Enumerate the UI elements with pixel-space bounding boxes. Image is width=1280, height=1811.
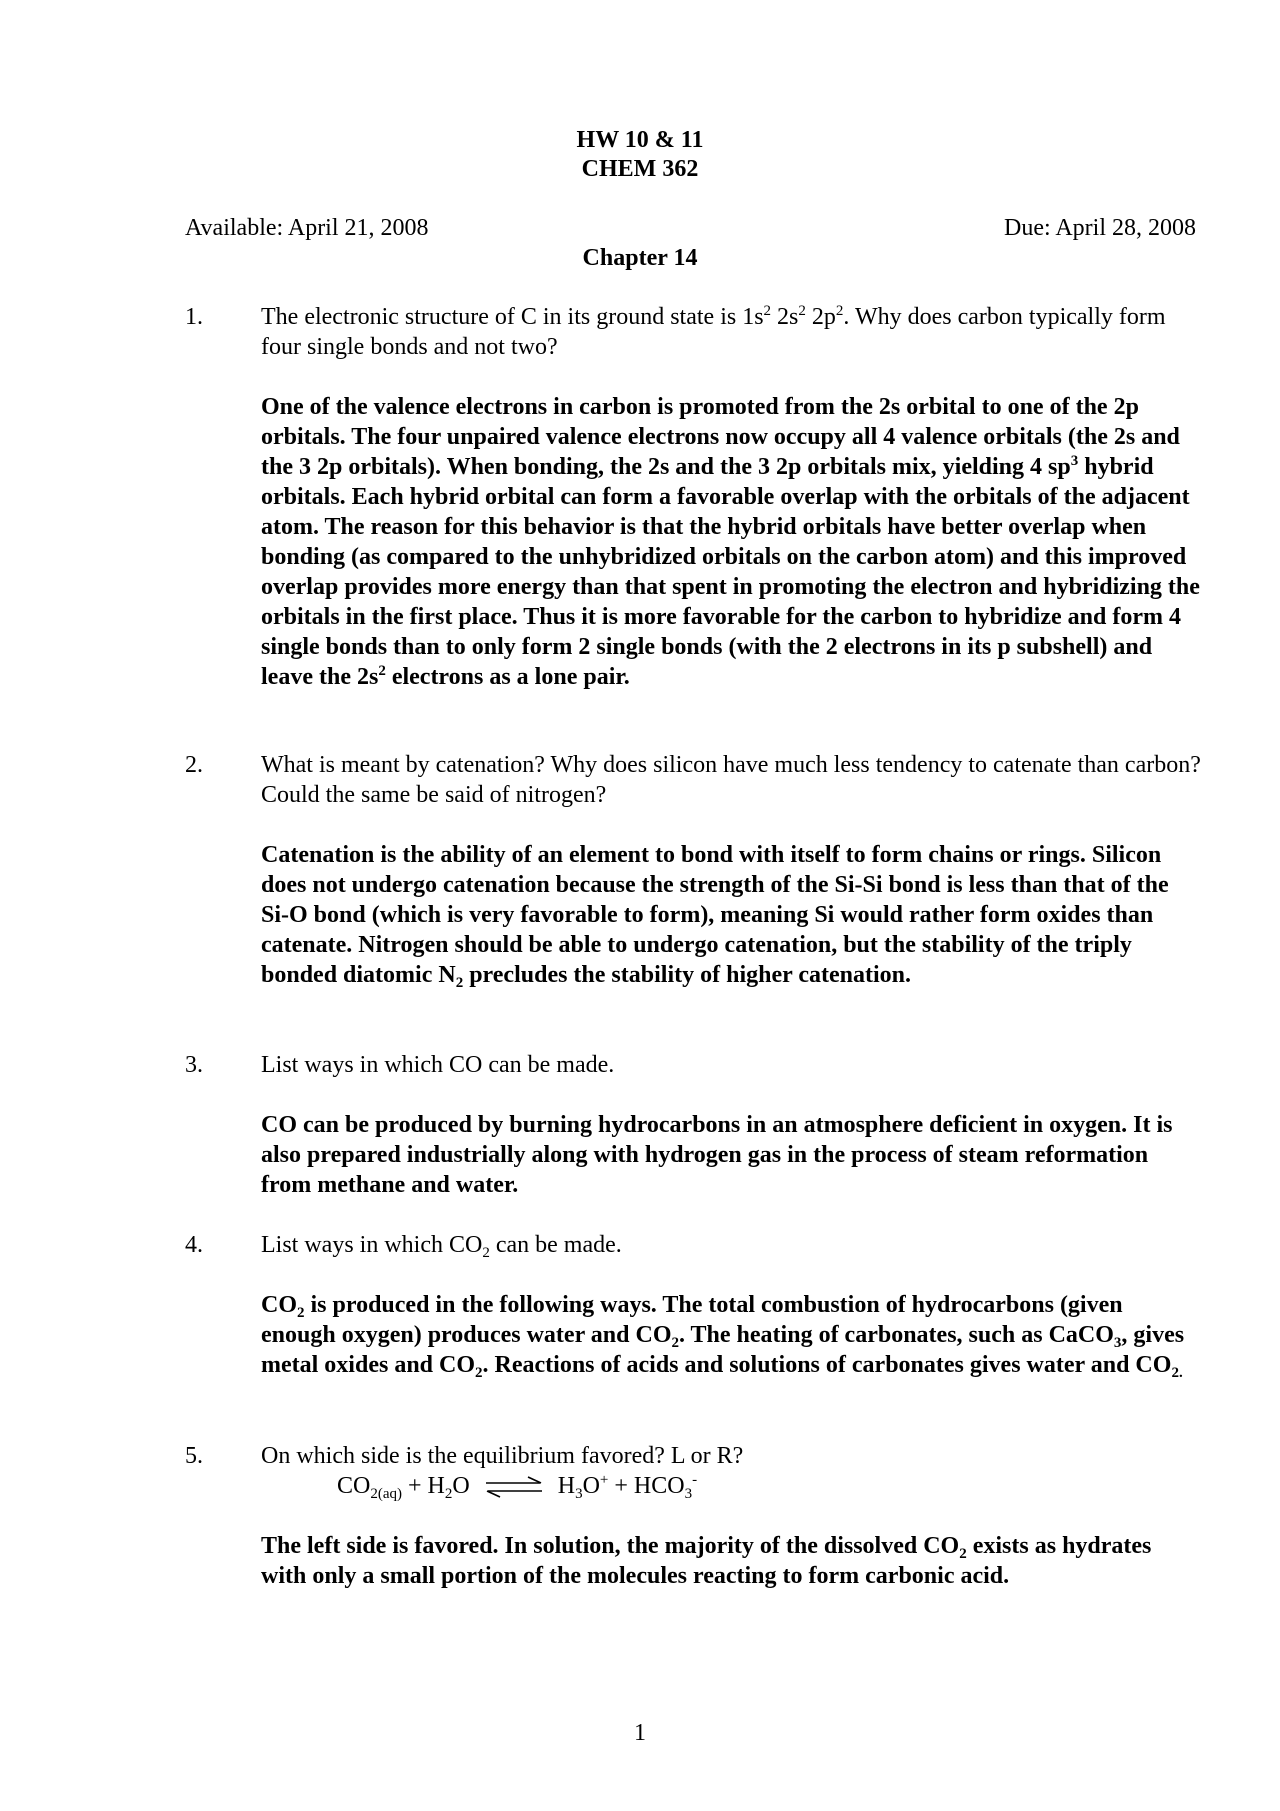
answer-4: $CO_2$ is produced in the following ways. The total combustion of hydrocarbons (given enough oxygen) produces water and $CO_2$. The heating of carbonates, such as CaCO$_3$, gives metal oxides and $CO_2$. Reactions of acids and solutions of carbonates gives water and $CO_{2.}$ [261,1292,1185,1381]
answer-5: The left side is favored. In solution, the majority of the dissolved $CO_2$ exists as hydrates with only a small portion of the molecules reacting to form carbonic acid. [261,1533,1152,1589]
question-3-number: 3. [185,1052,203,1078]
question-5-number: 5. [185,1443,203,1469]
title-line-2: CHEM 362 [581,156,699,182]
title-line-1: HW 10 & 11 [576,127,704,153]
equilibrium-arrows-icon [484,1476,544,1498]
question-1-text: The electronic structure of C in its ground state is $1s^2$ $2s^2$ $2p^2$. Why does carbon typically form four single bonds and not two? [261,303,1166,360]
answer-3: CO can be produced by burning hydrocarbons in an atmosphere deficient in oxygen. It is also prepared industrially along with hydrogen gas in the process of steam reformation from methane and water. [261,1112,1173,1198]
answer-1: One of the valence electrons in carbon is promoted from the 2s orbital to one of the 2p orbitals. The four unpaired valence electrons now occupy all 4 valence orbitals (the 2s and the 3 2p orbitals). When bonding, the 2s and the 3 2p orbitals mix, yielding 4 $sp^3$ hybrid orbitals. Each hybrid orbital can form a favorable overlap with the orbitals of the adjacent atom. The reason for this behavior is that the hybrid orbitals have better overlap when bonding (as compared to the unhybridized orbitals on the carbon atom) and this improved overlap provides more energy than that spent in promoting the electron and hybridizing the orbitals in the first place. Thus it is more favorable for the carbon to hybridize and form 4 single bonds than to only form 2 single bonds (with the 2 electrons in its p subshell) and leave the $2s^2$ electrons as a lone pair. [261,394,1200,690]
due-date: Due: April 28, 2008 [1004,215,1196,241]
answer-2: Catenation is the ability of an element to bond with itself to form chains or rings. Silicon does not undergo catenation because the strength of the Si-Si bond is less than that of the Si-O bond (which is very favorable to form), meaning Si would rather form oxides than catenate. Nitrogen should be able to undergo catenation, but the stability of the triply bonded diatomic $N_2$ precludes the stability of higher catenation. [261,842,1169,991]
question-3-text: List ways in which CO can be made. [261,1052,615,1078]
question-1-number: 1. [185,304,203,330]
question-4-number: 4. [185,1232,203,1258]
question-2-text: What is meant by catenation? Why does silicon have much less tendency to catenate than carbon? Could the same be said of nitrogen? [261,752,1201,808]
question-5-text: On which side is the equilibrium favored? L or R? [261,1443,744,1469]
equilibrium-equation: $CO_{2(aq)} + H_2O$ $H_3O^+ + HCO_3^-$ [337,1472,698,1502]
chapter-heading: Chapter 14 [582,245,698,271]
question-4-text: List ways in which $CO_2$ can be made. [261,1232,622,1261]
page-number: 1 [634,1720,646,1746]
available-date: Available: April 21, 2008 [185,215,429,241]
question-2-number: 2. [185,752,203,778]
